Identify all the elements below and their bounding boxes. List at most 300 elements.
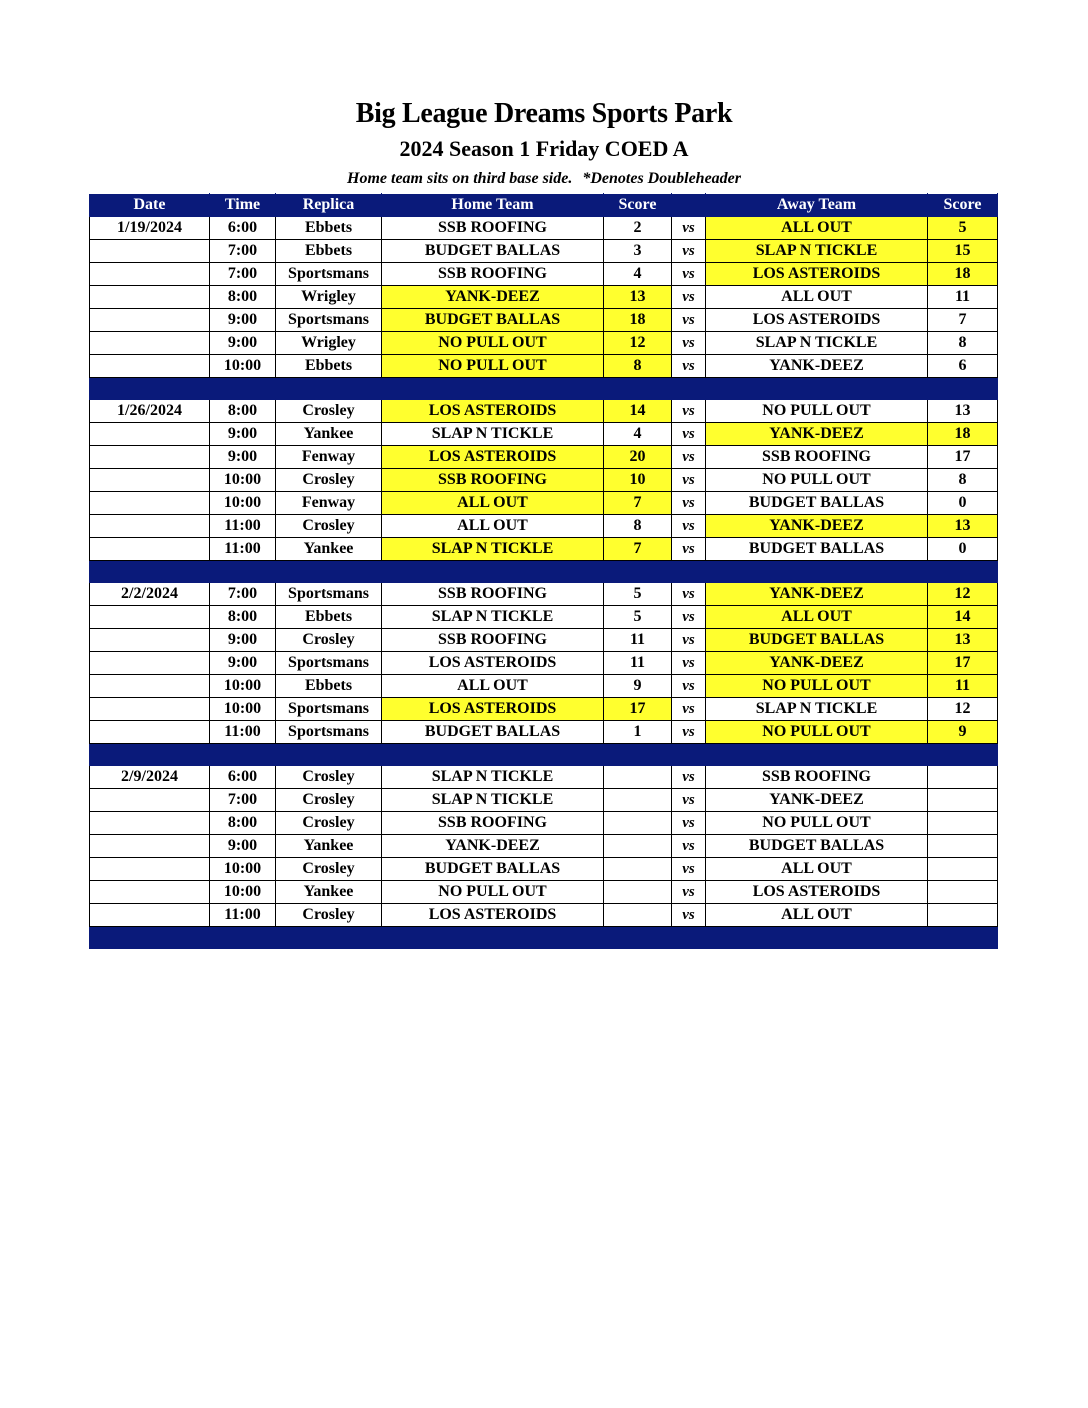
game-date	[90, 469, 210, 492]
game-field: Crosley	[276, 766, 382, 789]
home-score: 7	[604, 538, 672, 561]
game-date	[90, 698, 210, 721]
away-team: BUDGET BALLAS	[706, 538, 928, 561]
separator-cell	[276, 927, 382, 949]
away-team: YANK-DEEZ	[706, 652, 928, 675]
away-team: NO PULL OUT	[706, 400, 928, 423]
separator-cell	[672, 561, 706, 583]
game-date	[90, 675, 210, 698]
game-date	[90, 858, 210, 881]
vs-label: vs	[672, 629, 706, 652]
game-time: 9:00	[210, 629, 276, 652]
game-field: Crosley	[276, 469, 382, 492]
game-date: 1/26/2024	[90, 400, 210, 423]
game-row	[90, 515, 998, 538]
away-team: BUDGET BALLAS	[706, 492, 928, 515]
game-time: 10:00	[210, 469, 276, 492]
game-row	[90, 446, 998, 469]
home-team: ALL OUT	[382, 515, 604, 538]
away-score: 13	[928, 515, 998, 538]
home-score: 14	[604, 400, 672, 423]
away-team: NO PULL OUT	[706, 812, 928, 835]
game-date	[90, 240, 210, 263]
game-date: 1/19/2024	[90, 217, 210, 240]
game-date	[90, 812, 210, 835]
game-time: 9:00	[210, 446, 276, 469]
game-time: 8:00	[210, 606, 276, 629]
away-team: BUDGET BALLAS	[706, 629, 928, 652]
away-team: YANK-DEEZ	[706, 515, 928, 538]
vs-label: vs	[672, 446, 706, 469]
away-score	[928, 835, 998, 858]
game-field: Sportsmans	[276, 698, 382, 721]
separator-cell	[210, 744, 276, 766]
game-time: 9:00	[210, 652, 276, 675]
vs-label: vs	[672, 858, 706, 881]
separator-cell	[604, 561, 672, 583]
game-row	[90, 217, 998, 240]
game-date	[90, 515, 210, 538]
separator-cell	[672, 927, 706, 949]
home-score: 11	[604, 629, 672, 652]
home-team: SLAP N TICKLE	[382, 789, 604, 812]
home-score	[604, 858, 672, 881]
home-score: 7	[604, 492, 672, 515]
away-team: NO PULL OUT	[706, 469, 928, 492]
game-row	[90, 675, 998, 698]
away-score: 11	[928, 286, 998, 309]
game-time: 9:00	[210, 835, 276, 858]
home-team: LOS ASTEROIDS	[382, 400, 604, 423]
home-team: LOS ASTEROIDS	[382, 446, 604, 469]
home-team: BUDGET BALLAS	[382, 309, 604, 332]
away-team: SLAP N TICKLE	[706, 332, 928, 355]
game-date	[90, 538, 210, 561]
away-score: 7	[928, 309, 998, 332]
game-field: Sportsmans	[276, 721, 382, 744]
away-team: NO PULL OUT	[706, 721, 928, 744]
game-date	[90, 355, 210, 378]
away-score: 8	[928, 469, 998, 492]
game-date	[90, 606, 210, 629]
game-field: Yankee	[276, 881, 382, 904]
game-row	[90, 240, 998, 263]
home-team: NO PULL OUT	[382, 332, 604, 355]
vs-label: vs	[672, 698, 706, 721]
game-row	[90, 652, 998, 675]
separator-cell	[604, 744, 672, 766]
separator-cell	[276, 378, 382, 400]
away-score: 11	[928, 675, 998, 698]
home-score: 10	[604, 469, 672, 492]
away-score: 13	[928, 629, 998, 652]
game-date	[90, 789, 210, 812]
home-score: 18	[604, 309, 672, 332]
game-row	[90, 355, 998, 378]
game-field: Ebbets	[276, 240, 382, 263]
separator-cell	[928, 744, 998, 766]
game-row	[90, 881, 998, 904]
game-time: 11:00	[210, 515, 276, 538]
game-time: 11:00	[210, 904, 276, 927]
home-score: 3	[604, 240, 672, 263]
vs-label: vs	[672, 881, 706, 904]
home-score	[604, 881, 672, 904]
vs-label: vs	[672, 812, 706, 835]
game-time: 10:00	[210, 675, 276, 698]
game-time: 10:00	[210, 881, 276, 904]
game-row	[90, 606, 998, 629]
game-row	[90, 904, 998, 927]
home-team: YANK-DEEZ	[382, 286, 604, 309]
game-time: 11:00	[210, 538, 276, 561]
game-row	[90, 538, 998, 561]
game-field: Ebbets	[276, 675, 382, 698]
vs-label: vs	[672, 469, 706, 492]
note-doubleheader: *Denotes Doubleheader	[582, 170, 741, 187]
away-team: ALL OUT	[706, 217, 928, 240]
game-row	[90, 263, 998, 286]
game-time: 9:00	[210, 423, 276, 446]
away-team: BUDGET BALLAS	[706, 835, 928, 858]
game-row	[90, 400, 998, 423]
game-time: 7:00	[210, 583, 276, 606]
away-team: YANK-DEEZ	[706, 423, 928, 446]
week-separator	[90, 378, 998, 400]
game-time: 6:00	[210, 766, 276, 789]
game-time: 10:00	[210, 492, 276, 515]
separator-cell	[90, 378, 210, 400]
vs-label: vs	[672, 835, 706, 858]
game-date	[90, 721, 210, 744]
game-row	[90, 286, 998, 309]
separator-cell	[928, 927, 998, 949]
away-score: 8	[928, 332, 998, 355]
game-field: Wrigley	[276, 332, 382, 355]
home-score	[604, 766, 672, 789]
game-date	[90, 629, 210, 652]
home-score	[604, 812, 672, 835]
col-replica: Replica	[276, 194, 382, 217]
game-date	[90, 309, 210, 332]
vs-label: vs	[672, 240, 706, 263]
home-team: BUDGET BALLAS	[382, 858, 604, 881]
col-vs	[672, 194, 706, 217]
col-date: Date	[90, 194, 210, 217]
vs-label: vs	[672, 355, 706, 378]
vs-label: vs	[672, 515, 706, 538]
vs-label: vs	[672, 675, 706, 698]
home-team: LOS ASTEROIDS	[382, 652, 604, 675]
week-separator	[90, 927, 998, 949]
game-row	[90, 423, 998, 446]
game-date	[90, 881, 210, 904]
away-score: 12	[928, 583, 998, 606]
home-score: 11	[604, 652, 672, 675]
home-team: LOS ASTEROIDS	[382, 698, 604, 721]
game-field: Crosley	[276, 400, 382, 423]
home-team: NO PULL OUT	[382, 355, 604, 378]
game-row	[90, 469, 998, 492]
away-score	[928, 858, 998, 881]
game-row	[90, 789, 998, 812]
away-team: ALL OUT	[706, 858, 928, 881]
game-time: 8:00	[210, 286, 276, 309]
home-team: SLAP N TICKLE	[382, 606, 604, 629]
home-team: SLAP N TICKLE	[382, 766, 604, 789]
away-score: 9	[928, 721, 998, 744]
away-team: NO PULL OUT	[706, 675, 928, 698]
game-row	[90, 309, 998, 332]
home-team: BUDGET BALLAS	[382, 240, 604, 263]
separator-cell	[382, 561, 604, 583]
col-home-team: Home Team	[382, 194, 604, 217]
game-field: Yankee	[276, 423, 382, 446]
away-score: 14	[928, 606, 998, 629]
away-team: LOS ASTEROIDS	[706, 881, 928, 904]
home-score: 8	[604, 355, 672, 378]
home-team: SSB ROOFING	[382, 469, 604, 492]
away-score	[928, 904, 998, 927]
separator-cell	[706, 561, 928, 583]
vs-label: vs	[672, 583, 706, 606]
away-score: 18	[928, 423, 998, 446]
separator-cell	[672, 744, 706, 766]
home-score: 4	[604, 263, 672, 286]
game-row	[90, 492, 998, 515]
vs-label: vs	[672, 492, 706, 515]
game-time: 10:00	[210, 355, 276, 378]
game-time: 8:00	[210, 812, 276, 835]
separator-cell	[604, 378, 672, 400]
away-score: 17	[928, 652, 998, 675]
separator-cell	[382, 744, 604, 766]
game-field: Ebbets	[276, 217, 382, 240]
away-team: YANK-DEEZ	[706, 789, 928, 812]
separator-cell	[210, 561, 276, 583]
home-team: SSB ROOFING	[382, 629, 604, 652]
separator-cell	[706, 744, 928, 766]
home-score	[604, 904, 672, 927]
away-score: 13	[928, 400, 998, 423]
separator-cell	[928, 561, 998, 583]
away-score: 6	[928, 355, 998, 378]
away-score: 12	[928, 698, 998, 721]
home-score: 5	[604, 606, 672, 629]
game-field: Sportsmans	[276, 583, 382, 606]
game-field: Ebbets	[276, 606, 382, 629]
away-score	[928, 881, 998, 904]
separator-cell	[706, 378, 928, 400]
game-date: 2/2/2024	[90, 583, 210, 606]
game-time: 9:00	[210, 309, 276, 332]
schedule-body	[90, 217, 998, 949]
game-date: 2/9/2024	[90, 766, 210, 789]
game-time: 11:00	[210, 721, 276, 744]
note-home-team: Home team sits on third base side.	[347, 170, 573, 187]
game-row	[90, 721, 998, 744]
col-time: Time	[210, 194, 276, 217]
away-team: SSB ROOFING	[706, 766, 928, 789]
vs-label: vs	[672, 904, 706, 927]
vs-label: vs	[672, 400, 706, 423]
vs-label: vs	[672, 332, 706, 355]
col-home-score: Score	[604, 194, 672, 217]
schedule-note	[0, 170, 1088, 188]
home-score: 8	[604, 515, 672, 538]
game-date	[90, 332, 210, 355]
home-score	[604, 835, 672, 858]
home-score	[604, 789, 672, 812]
game-time: 8:00	[210, 400, 276, 423]
home-team: SSB ROOFING	[382, 217, 604, 240]
col-away-score: Score	[928, 194, 998, 217]
game-time: 9:00	[210, 332, 276, 355]
home-team: ALL OUT	[382, 492, 604, 515]
week-separator	[90, 744, 998, 766]
game-row	[90, 629, 998, 652]
game-field: Crosley	[276, 629, 382, 652]
separator-cell	[90, 927, 210, 949]
away-score: 15	[928, 240, 998, 263]
vs-label: vs	[672, 538, 706, 561]
separator-cell	[276, 744, 382, 766]
game-field: Crosley	[276, 515, 382, 538]
game-field: Crosley	[276, 812, 382, 835]
game-field: Yankee	[276, 538, 382, 561]
vs-label: vs	[672, 606, 706, 629]
game-date	[90, 835, 210, 858]
home-team: SLAP N TICKLE	[382, 423, 604, 446]
game-date	[90, 286, 210, 309]
game-field: Ebbets	[276, 355, 382, 378]
separator-cell	[928, 378, 998, 400]
game-row	[90, 835, 998, 858]
game-date	[90, 492, 210, 515]
home-team: SSB ROOFING	[382, 812, 604, 835]
home-score: 17	[604, 698, 672, 721]
game-date	[90, 263, 210, 286]
game-time: 7:00	[210, 263, 276, 286]
away-team: ALL OUT	[706, 286, 928, 309]
vs-label: vs	[672, 286, 706, 309]
game-field: Fenway	[276, 446, 382, 469]
away-team: ALL OUT	[706, 904, 928, 927]
home-team: SSB ROOFING	[382, 263, 604, 286]
home-team: BUDGET BALLAS	[382, 721, 604, 744]
game-field: Sportsmans	[276, 309, 382, 332]
home-team: SLAP N TICKLE	[382, 538, 604, 561]
page-subtitle: 2024 Season 1 Friday COED A	[399, 136, 689, 161]
game-time: 7:00	[210, 789, 276, 812]
home-team: LOS ASTEROIDS	[382, 904, 604, 927]
vs-label: vs	[672, 766, 706, 789]
game-field: Wrigley	[276, 286, 382, 309]
game-field: Crosley	[276, 858, 382, 881]
away-score: 0	[928, 538, 998, 561]
away-team: LOS ASTEROIDS	[706, 309, 928, 332]
away-score: 18	[928, 263, 998, 286]
home-score: 9	[604, 675, 672, 698]
game-row	[90, 583, 998, 606]
away-team: YANK-DEEZ	[706, 583, 928, 606]
page-title: Big League Dreams Sports Park	[355, 98, 733, 129]
game-date	[90, 423, 210, 446]
away-score: 5	[928, 217, 998, 240]
separator-cell	[90, 561, 210, 583]
week-separator	[90, 561, 998, 583]
home-team: YANK-DEEZ	[382, 835, 604, 858]
separator-cell	[706, 927, 928, 949]
separator-cell	[382, 378, 604, 400]
home-team: NO PULL OUT	[382, 881, 604, 904]
game-date	[90, 446, 210, 469]
away-team: SLAP N TICKLE	[706, 240, 928, 263]
game-field: Sportsmans	[276, 263, 382, 286]
away-team: SLAP N TICKLE	[706, 698, 928, 721]
away-team: SSB ROOFING	[706, 446, 928, 469]
away-score: 0	[928, 492, 998, 515]
game-row	[90, 766, 998, 789]
schedule-table	[89, 193, 998, 949]
vs-label: vs	[672, 721, 706, 744]
home-score: 1	[604, 721, 672, 744]
game-row	[90, 858, 998, 881]
away-team: YANK-DEEZ	[706, 355, 928, 378]
separator-cell	[276, 561, 382, 583]
game-field: Fenway	[276, 492, 382, 515]
home-score: 20	[604, 446, 672, 469]
separator-cell	[382, 927, 604, 949]
home-score: 4	[604, 423, 672, 446]
home-score: 5	[604, 583, 672, 606]
away-score: 17	[928, 446, 998, 469]
home-team: ALL OUT	[382, 675, 604, 698]
home-score: 2	[604, 217, 672, 240]
game-time: 7:00	[210, 240, 276, 263]
vs-label: vs	[672, 309, 706, 332]
vs-label: vs	[672, 217, 706, 240]
vs-label: vs	[672, 263, 706, 286]
game-field: Sportsmans	[276, 652, 382, 675]
away-team: LOS ASTEROIDS	[706, 263, 928, 286]
away-score	[928, 812, 998, 835]
vs-label: vs	[672, 789, 706, 812]
away-score	[928, 766, 998, 789]
away-team: ALL OUT	[706, 606, 928, 629]
game-field: Crosley	[276, 904, 382, 927]
home-team: SSB ROOFING	[382, 583, 604, 606]
col-away-team: Away Team	[706, 194, 928, 217]
game-row	[90, 332, 998, 355]
separator-cell	[90, 744, 210, 766]
game-field: Crosley	[276, 789, 382, 812]
game-date	[90, 652, 210, 675]
game-time: 10:00	[210, 698, 276, 721]
separator-cell	[604, 927, 672, 949]
separator-cell	[210, 378, 276, 400]
game-row	[90, 812, 998, 835]
home-score: 12	[604, 332, 672, 355]
game-time: 6:00	[210, 217, 276, 240]
separator-cell	[210, 927, 276, 949]
game-row	[90, 698, 998, 721]
game-field: Yankee	[276, 835, 382, 858]
vs-label: vs	[672, 652, 706, 675]
header-row	[90, 194, 998, 217]
game-time: 10:00	[210, 858, 276, 881]
game-date	[90, 904, 210, 927]
